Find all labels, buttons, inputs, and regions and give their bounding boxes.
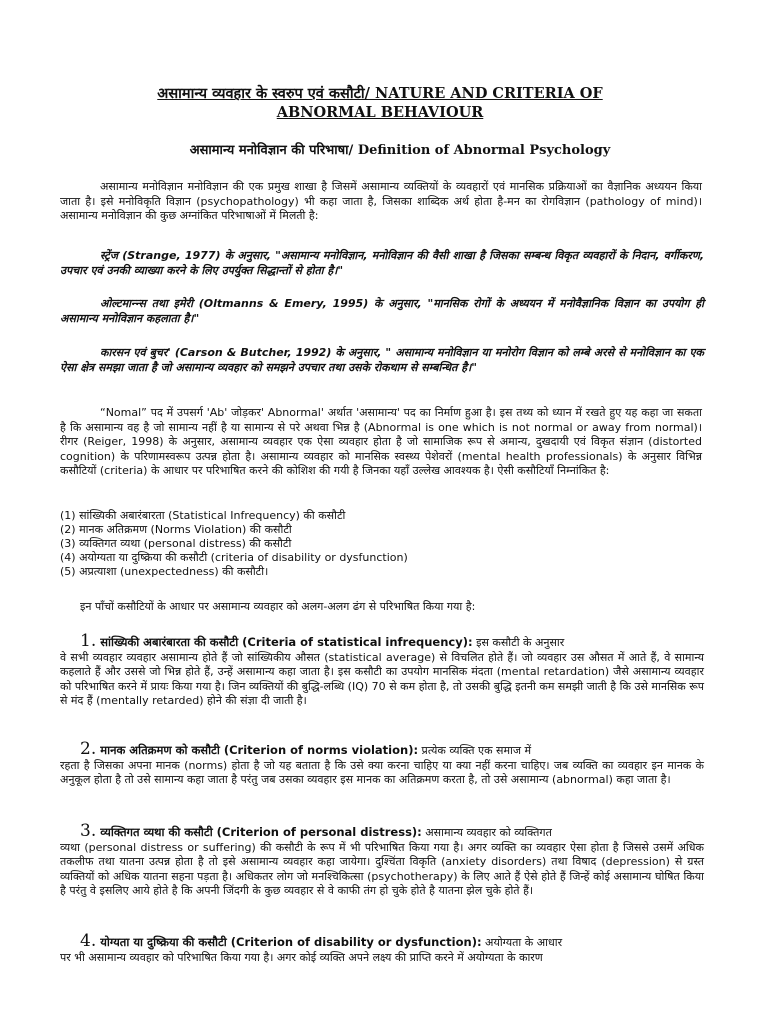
page-title [60,84,700,122]
list-item: (2) मानक अतिक्रमण (Norms Violation) की कसौटी [60,523,292,536]
quote-strange: स्ट्रेंज (Strange, 1977) के अनुसार, "असामान्य मनोविज्ञान, मनोविज्ञान की वैसी शाखा है जिसका सम्बन्ध विकृत व्यवहारों के निदान, वर्गीकरण, उपचार एवं उनकी व्याख्या करने के लिए उपर्युक्त सिद्धान्तों से होता है।" [60,249,704,277]
list-item: (5) अप्रत्याशा (unexpectedness) की कसौटी। [60,565,269,578]
section-number: 4. [80,931,97,951]
section-lead: प्रत्येक व्यक्ति एक समाज में [418,744,532,757]
quote-carson-butcher: कारसन एवं बुचर' (Carson & Butcher, 1992) के अनुसार, " असामान्य मनोविज्ञान या मनोरोग विज्ञान को लम्बे अरसे से मनोविज्ञान का एक ऐसा क्षेत्र समझा जाता है जो असामान्य व्यवहार को समझने उपचार तथा उसके रोकथाम से सम्बन्धित है।" [60,346,704,374]
title-line-1: असामान्य व्यवहार के स्वरुप एवं कसौटी/ NATURE AND CRITERIA OF [157,85,603,102]
section-subtitle: असामान्य मनोविज्ञान की परिभाषा/ Definition of Abnormal Psychology [189,143,611,158]
section-lead: इस कसौटी के अनुसार [472,636,565,649]
section-number: 1. [80,631,97,651]
section-heading: मानक अतिक्रमण को कसौटी (Criterion of norms violation): [100,743,419,757]
section-body: पर भी असामान्य व्यवहार को परिभाषित किया गया है। अगर कोई व्यक्ति अपने लक्ष्य की प्राप्ति करने में अयोग्यता के कारण [60,950,543,964]
list-item: (3) व्यक्तिगत व्यथा (personal distress) की कसौटी [60,537,292,550]
nomal-paragraph: “Nomal” पद में उपसर्ग 'Ab' जोड़कर' Abnormal' अर्थात 'असामान्य' पद का निर्माण हुआ है। इस तथ्य को ध्यान में रखते हुए यह कहा जा सकता है कि असामान्य वह है जो सामान्य नहीं है या सामान्य से परे अथवा भिन्न है (Abnormal is one which is not normal or away from normal)। रीगर (Reiger, 1998) के अनुसार, असामान्य व्यवहार एक ऐसा व्यवहार होता है जो सामाजिक रूप से अमान्य, दुखदायी एवं विकृत संज्ञान (distorted cognition) के परिणामस्वरूप उत्पन्न होता है। असामान्य व्यवहार को मानसिक स्वस्थ्य पेशेवरों (mental health professionals) के अनुसार विभिन्न कसौटियों (criteria) के आधार पर परिभाषित करने की कोशिश की गयी है जिनका यहाँ उल्लेख आवश्यक है। ऐसी कसौटियाँ निम्नांकित है: [60,406,702,477]
section-number: 2. [80,739,97,759]
intro-paragraph: असामान्य मनोविज्ञान मनोविज्ञान की एक प्रमुख शाखा है जिसमें असामान्य व्यक्तियों के व्यवहारों एवं मानसिक प्रक्रियाओं का वैज्ञानिक अध्ययन किया जाता है। इसे मनोविकृति विज्ञान (psychopathology) भी कहा जाता है, जिसका शाब्दिक अर्थ होता है-मन का रोगविज्ञान (pathology of mind)। असामान्य मनोविज्ञान की कुछ अग्नांकित परिभाषाओं में मिलती है: [60,180,702,222]
section-body: वे सभी व्यवहार व्यवहार असामान्य होते हैं जो सांख्यिकीय औसत (statistical average) से विचलित होते हैं। जो व्यवहार उस औसत में आते हैं, वे सामान्य कहलाते हैं और उससे जो भिन्न होते हैं, उन्हें असामान्य कहा जाता है। इस कसौटी का उपयोग मानसिक मंदता (mental retardation) जैसे असामान्य व्यवहार को परिभाषित करने में प्रायः किया गया है। जिन व्यक्तियों की बुद्धि-लब्धि (IQ) 70 से कम होता है, तो उसकी बुद्धि इतनी कम समझी जाती है कि उसे मानसिक रूप से मंद हैं (mentally retarded) होने की संज्ञा दी जाती है। [60,650,704,707]
list-item: (1) सांख्यिकी अबारंबारता (Statistical Infrequency) की कसौटी [60,509,346,522]
title-line-2: ABNORMAL BEHAVIOUR [276,104,484,121]
section-heading: सांख्यिकी अबारंबारता की कसौटी (Criteria of statistical infrequency): [100,635,473,649]
section-lead: असामान्य व्यवहार को व्यक्तिगत [421,826,552,839]
section-body: रहता है जिसका अपना मानक (norms) होता है जो यह बताता है कि उसे क्या करना चाहिए या क्या नहीं करना चाहिए। जब व्यक्ति का व्यवहार इन मानक के अनुकूल होता है तो उसे सामान्य कहा जाता है परंतु जब उसका व्यवहार इस मानक का अतिक्रमण करता है, तो उसे असामान्य (abnormal) कहा जाता है। [60,758,704,786]
section-lead: अयोग्यता के आधार [481,936,563,949]
list-item: (4) अयोग्यता या दुष्क्रिया की कसौटी (criteria of disability or dysfunction) [60,551,408,564]
quote-oltmanns-emery: ओल्टमान्न्स तथा इमेरी (Oltmanns & Emery, 1995) के अनुसार, "मानसिक रोगों के अध्ययन में मनोवैज्ञानिक विज्ञान का उपयोग ही असामान्य मनोविज्ञान कहलाता है।" [60,297,704,325]
criterion-section-2 [60,739,704,788]
criterion-section-3 [60,821,704,899]
section-heading: योग्यता या दुष्क्रिया की कसौटी (Criterion of disability or dysfunction): [100,935,482,949]
criterion-section-4 [60,931,704,965]
section-heading: व्यक्तिगत व्यथा की कसौटी (Criterion of personal distress): [100,825,422,839]
five-criteria-intro: इन पाँचों कसौटियों के आधार पर असामान्य व्यवहार को अलग-अलग ढंग से परिभाषित किया गया है: [80,600,476,613]
criterion-section-1 [60,631,704,709]
criteria-list [60,509,700,579]
section-number: 3. [80,821,97,841]
section-body: व्यथा (personal distress or suffering) की कसौटी के रूप में भी परिभाषित किया गया है। अगर व्यक्ति का व्यवहार ऐसा होता है जिससे उसमें अधिक तकलीफ तथा यातना उत्पन्न होता है तो इसे असामान्य व्यवहार कहा जायेगा। दुश्चिंता विकृति (anxiety disorders) तथा विषाद (depression) से ग्रस्त व्यक्तियों को अधिक यातना सहना पड़ता है। अधिकतर लोग जो मनश्चिकित्सा (psychotherapy) के लिए आते हैं ऐसे होते हैं जिन्हें कोई असामान्य घोषित किया है परंतु वे इसलिए आये होते है कि अपनी जिंदगी के कुछ व्यवहार से वे काफी तंग हो चुके होते है यातना झेल चुके होते हैं। [60,840,704,897]
